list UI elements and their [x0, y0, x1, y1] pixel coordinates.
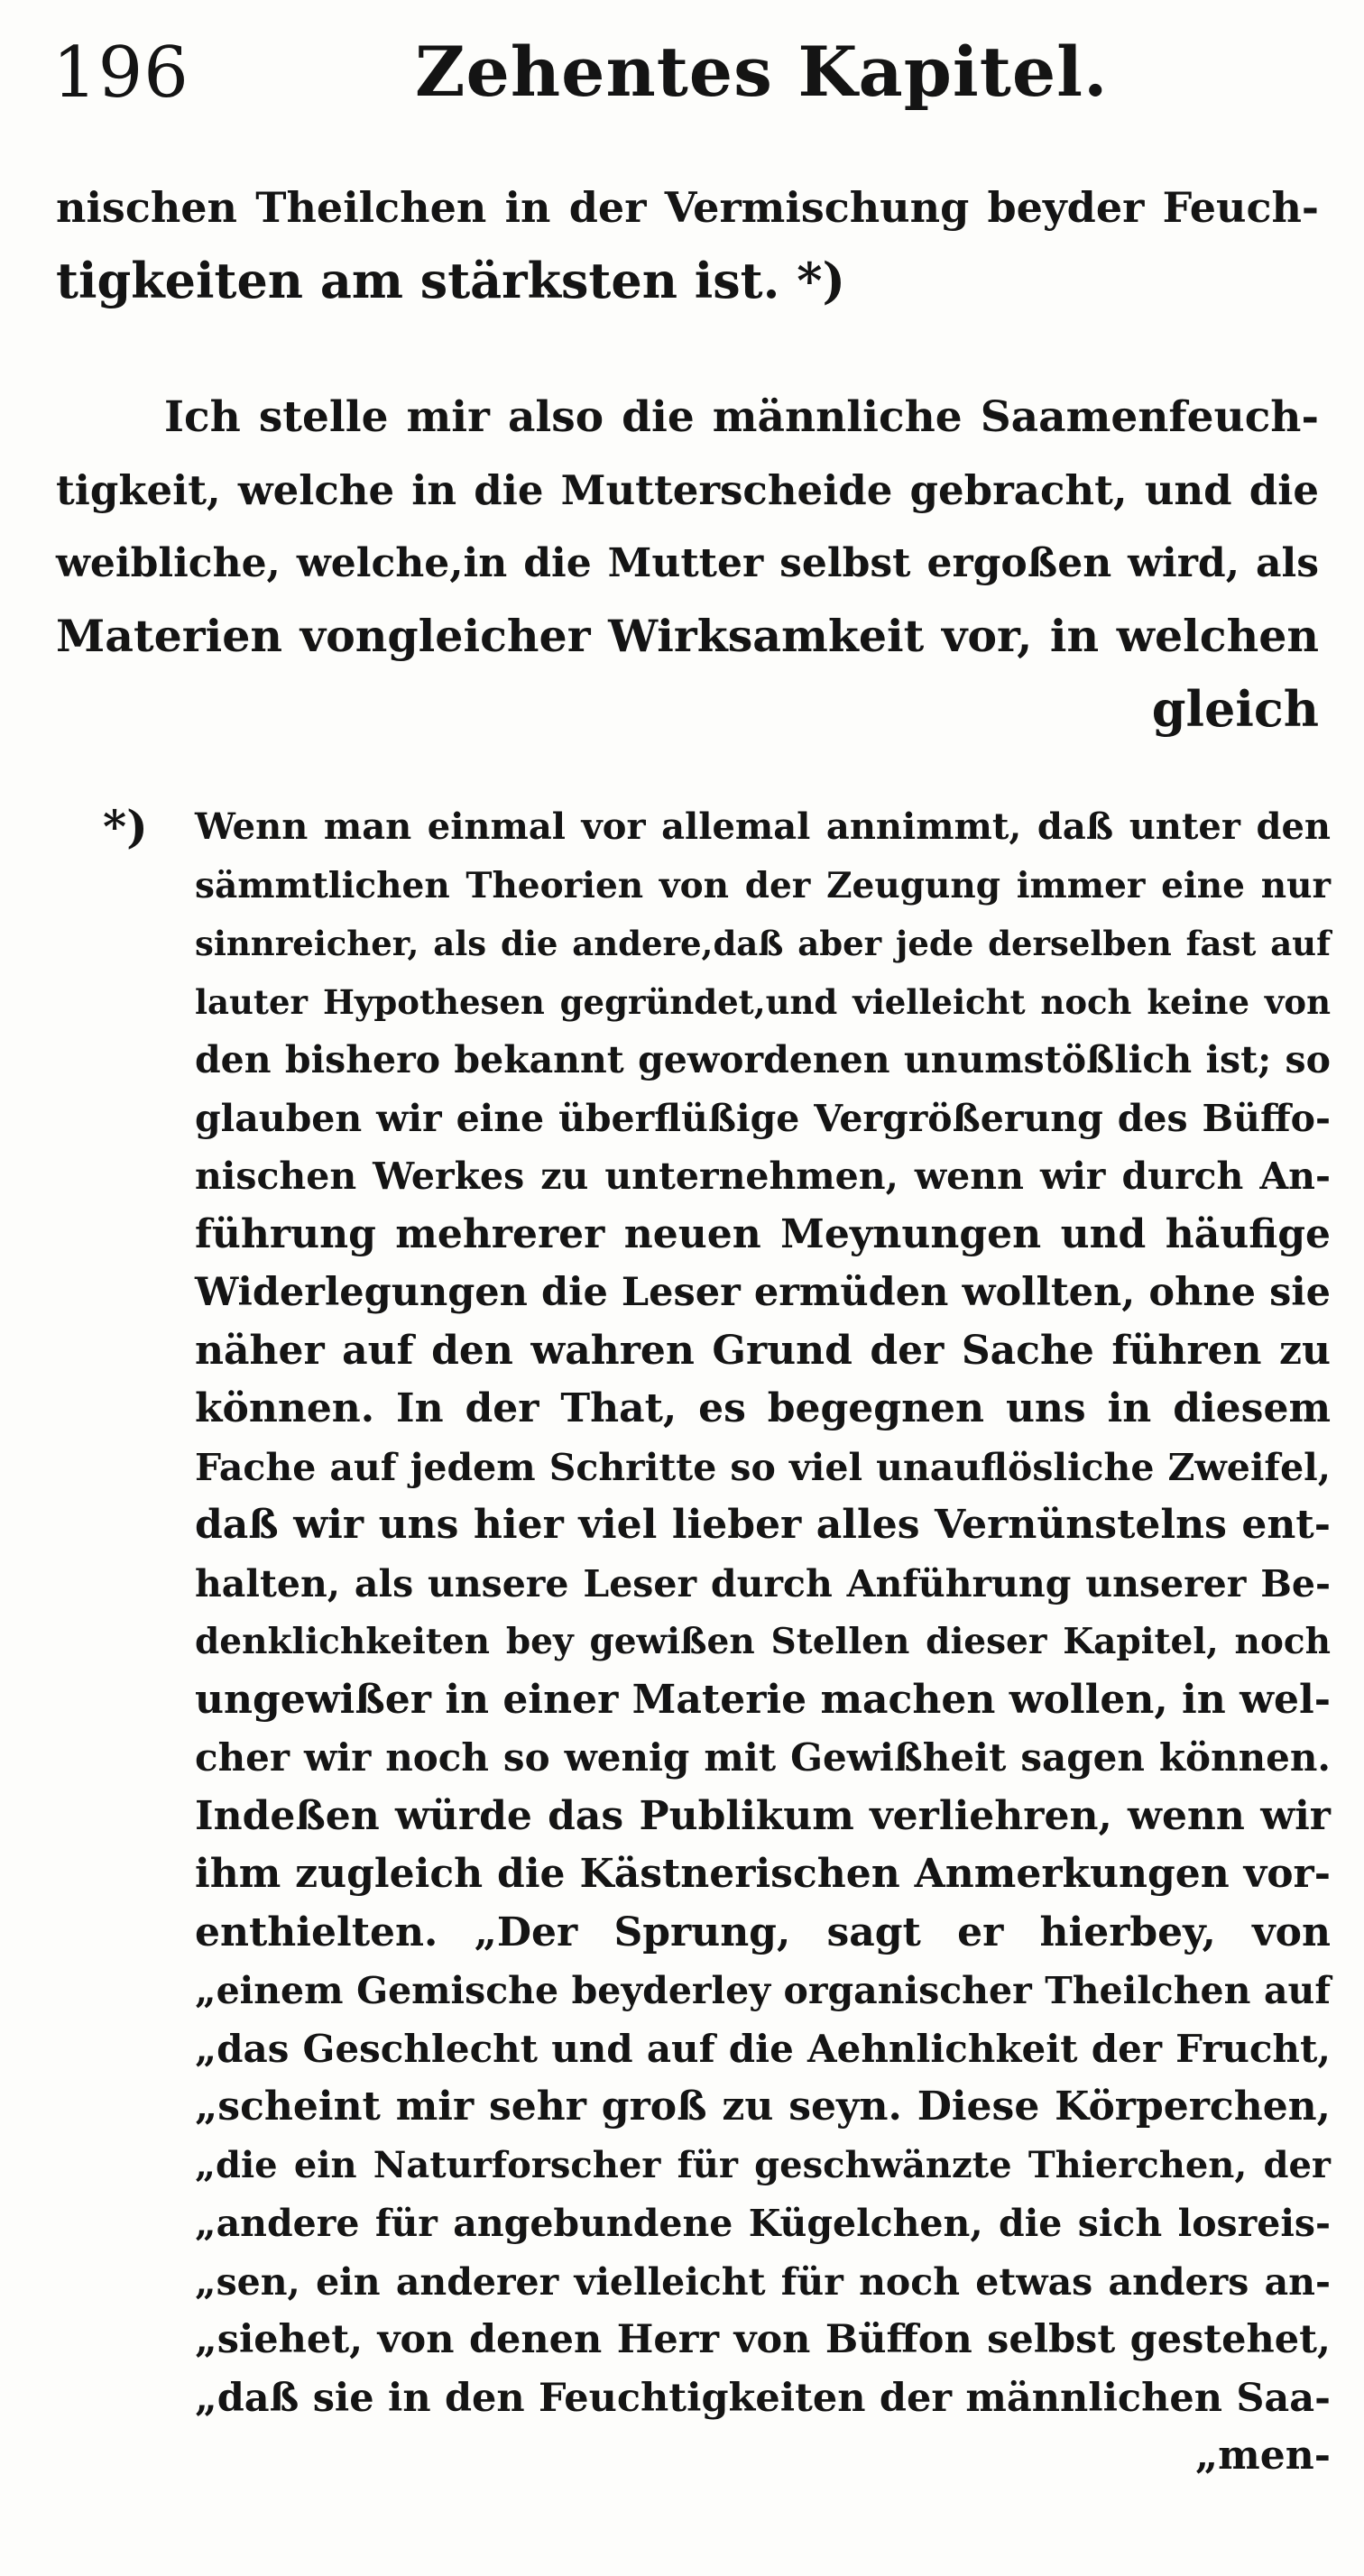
footnote-line: „scheint mir sehr groß zu seyn. Diese Körperchen,	[195, 2084, 1331, 2130]
chapter-title: Zehentes Kapitel.	[415, 32, 1109, 112]
footnote-line: Fache auf jedem Schritte so viel unauflösliche Zweifel,	[195, 1445, 1331, 1489]
text-line: tigkeit, welche in die Mutterscheide gebracht, und die	[56, 466, 1319, 514]
footnote-line: ihm zugleich die Kästnerischen Anmerkungen vor-	[195, 1851, 1331, 1897]
footnote-line: glauben wir eine überflüßige Vergrößerung des Büffo-	[195, 1096, 1331, 1140]
text-line: nischen Theilchen in der Vermischung beyder Feuch-	[56, 183, 1319, 232]
text-line: Materien vongleicher Wirksamkeit vor, in welchen	[56, 610, 1319, 662]
footnote-line: können. In der That, es begegnen uns in diesem	[195, 1385, 1331, 1431]
text-line: tigkeiten am stärksten ist. *)	[56, 252, 845, 309]
paragraph-gap	[56, 317, 1319, 381]
text-line: weibliche, welche,in die Mutter selbst ergoßen wird, als	[56, 540, 1319, 586]
footnote-line: sinnreicher, als die andere,daß aber jede derselben fast auf	[195, 924, 1331, 963]
footnote-line: sämmtlichen Theorien von der Zeugung immer eine nur	[195, 864, 1331, 906]
footnote-line: enthielten. „Der Sprung, sagt er hierbey, von	[195, 1909, 1331, 1955]
footnote-line: cher wir noch so wenig mit Gewißheit sagen können.	[195, 1735, 1331, 1780]
footnote-line: lauter Hypothesen gegründet,und vielleicht noch keine von	[195, 981, 1331, 1022]
footnote-line: daß wir uns hier viel lieber alles Vernünstelns ent-	[195, 1502, 1331, 1548]
footnote-line: „daß sie in den Feuchtigkeiten der männlichen Saa-	[195, 2375, 1331, 2421]
footnote-line: „die ein Naturforscher für geschwänzte Thierchen, der	[195, 2143, 1331, 2186]
footnote	[103, 798, 1331, 2486]
footnote-line: ungewißer in einer Materie machen wollen, in wel-	[195, 1676, 1331, 1723]
catchword: gleich	[1151, 680, 1319, 738]
page-number: 196	[52, 32, 189, 114]
running-head	[36, 27, 1326, 135]
footnote-line: „das Geschlecht und auf die Aehnlichkeit der Frucht,	[195, 2026, 1331, 2071]
footnote-line: „einem Gemische beyderley organischer Theilchen auf	[195, 1969, 1331, 2012]
footnote-line: Wenn man einmal vor allemal annimmt, daß unter den	[195, 805, 1331, 848]
footnote-line: halten, als unsere Leser durch Anführung unserer Be-	[195, 1561, 1331, 1605]
footnote-line: führung mehrerer neuen Meynungen und häufige	[195, 1210, 1331, 1257]
footnote-line: „siehet, von denen Herr von Büffon selbst gestehet,	[195, 2317, 1331, 2362]
footnote-line: Widerlegungen die Leser ermüden wollten, ohne sie	[195, 1270, 1331, 1315]
main-text-block	[56, 171, 1319, 746]
footnote-line: denklichkeiten bey gewißen Stellen dieser Kapitel, noch	[195, 1621, 1331, 1662]
footnote-line: „sen, ein anderer vielleicht für noch etwas anders an-	[195, 2259, 1331, 2304]
footnote-line: den bishero bekannt gewordenen unumstößlich ist; so	[195, 1038, 1331, 1081]
text-line: Ich stelle mir also die männliche Saamenfeuch-	[164, 392, 1319, 442]
footnote-line: Indeßen würde das Publikum verliehren, wenn wir	[195, 1792, 1331, 1839]
footnote-line: näher auf den wahren Grund der Sache führen zu	[195, 1327, 1331, 1374]
footnote-line: „andere für angebundene Kügelchen, die sich losreis-	[195, 2202, 1331, 2245]
footnote-line: nischen Werkes zu unternehmen, wenn wir durch An-	[195, 1155, 1331, 1198]
footnote-marker: *)	[103, 800, 148, 853]
footnote-catchword: „men-	[1194, 2433, 1331, 2479]
